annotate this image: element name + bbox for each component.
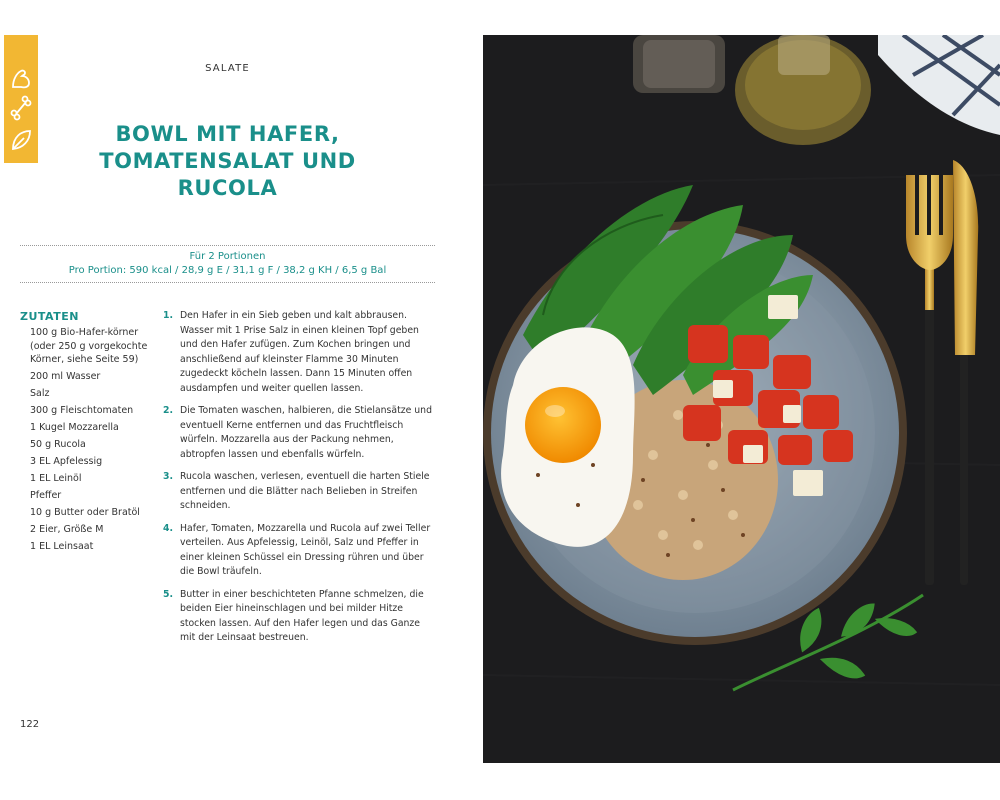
ingredient-item: 3 EL Apfelessig (30, 456, 103, 467)
food-photo (483, 35, 1000, 763)
title-line: RUCOLA (177, 176, 278, 200)
ingredient-item: 1 EL Leinsaat (30, 541, 94, 552)
ingredient-item: 50 g Rucola (30, 439, 86, 450)
ingredients-heading: ZUTATEN (20, 310, 79, 323)
ingredient-item: Pfeffer (30, 490, 62, 501)
ingredient-item: 10 g Butter oder Bratöl (30, 507, 140, 518)
portion-box (20, 245, 435, 283)
step-text: Den Hafer in ein Sieb geben und kalt abbrausen. Wasser mit 1 Prise Salz in einen kleinen Topf geben und den Hafer zufügen. Zum Kochen bringen und anschließend auf kleinster Flamme 30 Minuten zugedeckt köcheln lassen. Dann 15 Minuten offen ausdampfen und weiter quellen lassen. (180, 310, 419, 394)
leaf-icon (9, 127, 33, 153)
recipe-page (0, 35, 483, 763)
ingredient-item: Salz (30, 388, 50, 399)
ingredient-item: 200 ml Wasser (30, 371, 101, 382)
ingredient-item: 1 EL Leinöl (30, 473, 82, 484)
category-bookmark (4, 35, 38, 163)
step-number: 4. (163, 522, 174, 534)
bone-icon (9, 95, 33, 121)
title-line: BOWL MIT HAFER, (115, 122, 340, 146)
nutrition-text: Pro Portion: 590 kcal / 28,9 g E / 31,1 g F / 38,2 g KH / 6,5 g Bal (68, 265, 387, 276)
ingredient-item: 2 Eier, Größe M (30, 524, 104, 535)
instruction-step (163, 470, 438, 514)
instruction-step (163, 588, 438, 646)
recipe-title (60, 121, 395, 202)
instruction-step (163, 309, 438, 396)
step-text: Hafer, Tomaten, Mozzarella und Rucola auf zwei Teller verteilen. Aus Apfelessig, Leinöl, Salz und Pfeffer in einer kleinen Schüssel ein Dressing rühren und über die Bowl träufeln. (180, 522, 431, 577)
step-text: Die Tomaten waschen, halbieren, die Stielansätze und eventuell Kerne entfernen und das Fruchtfleisch würfeln. Mozzarella aus der Packung nehmen, abtropfen lassen und ebenfalls würfeln. (180, 405, 432, 460)
step-number: 3. (163, 471, 174, 482)
ingredient-item: 100 g Bio-Hafer-körner (oder 250 g vorgekochte Körner, siehe Seite 59) (30, 327, 148, 365)
step-number: 2. (163, 405, 174, 416)
title-line: TOMATENSALAT UND (99, 149, 356, 173)
instruction-step (163, 522, 438, 580)
salt-shaker (633, 35, 725, 93)
servings-text: Für 2 Portionen (189, 251, 266, 262)
page-number: 122 (20, 719, 40, 730)
step-text: Butter in einer beschichteten Pfanne schmelzen, die beiden Eier hineinschlagen und bei milder Hitze stocken lassen. Auf den Hafer legen und das Ganze mit der Leinsaat bestreuen. (180, 588, 424, 643)
instruction-step (163, 404, 438, 462)
ingredients-list (30, 326, 150, 557)
step-number: 5. (163, 588, 174, 600)
ingredient-item: 1 Kugel Mozzarella (30, 422, 119, 433)
instructions-list (163, 309, 438, 654)
step-number: 1. (163, 310, 174, 321)
step-text: Rucola waschen, verlesen, eventuell die harten Stiele entfernen und die Blätter nach Belieben in Streifen schneiden. (180, 471, 430, 511)
section-label: SALATE (205, 63, 250, 74)
ingredient-item: 300 g Fleischtomaten (30, 405, 134, 416)
oil-bottle (735, 35, 871, 145)
